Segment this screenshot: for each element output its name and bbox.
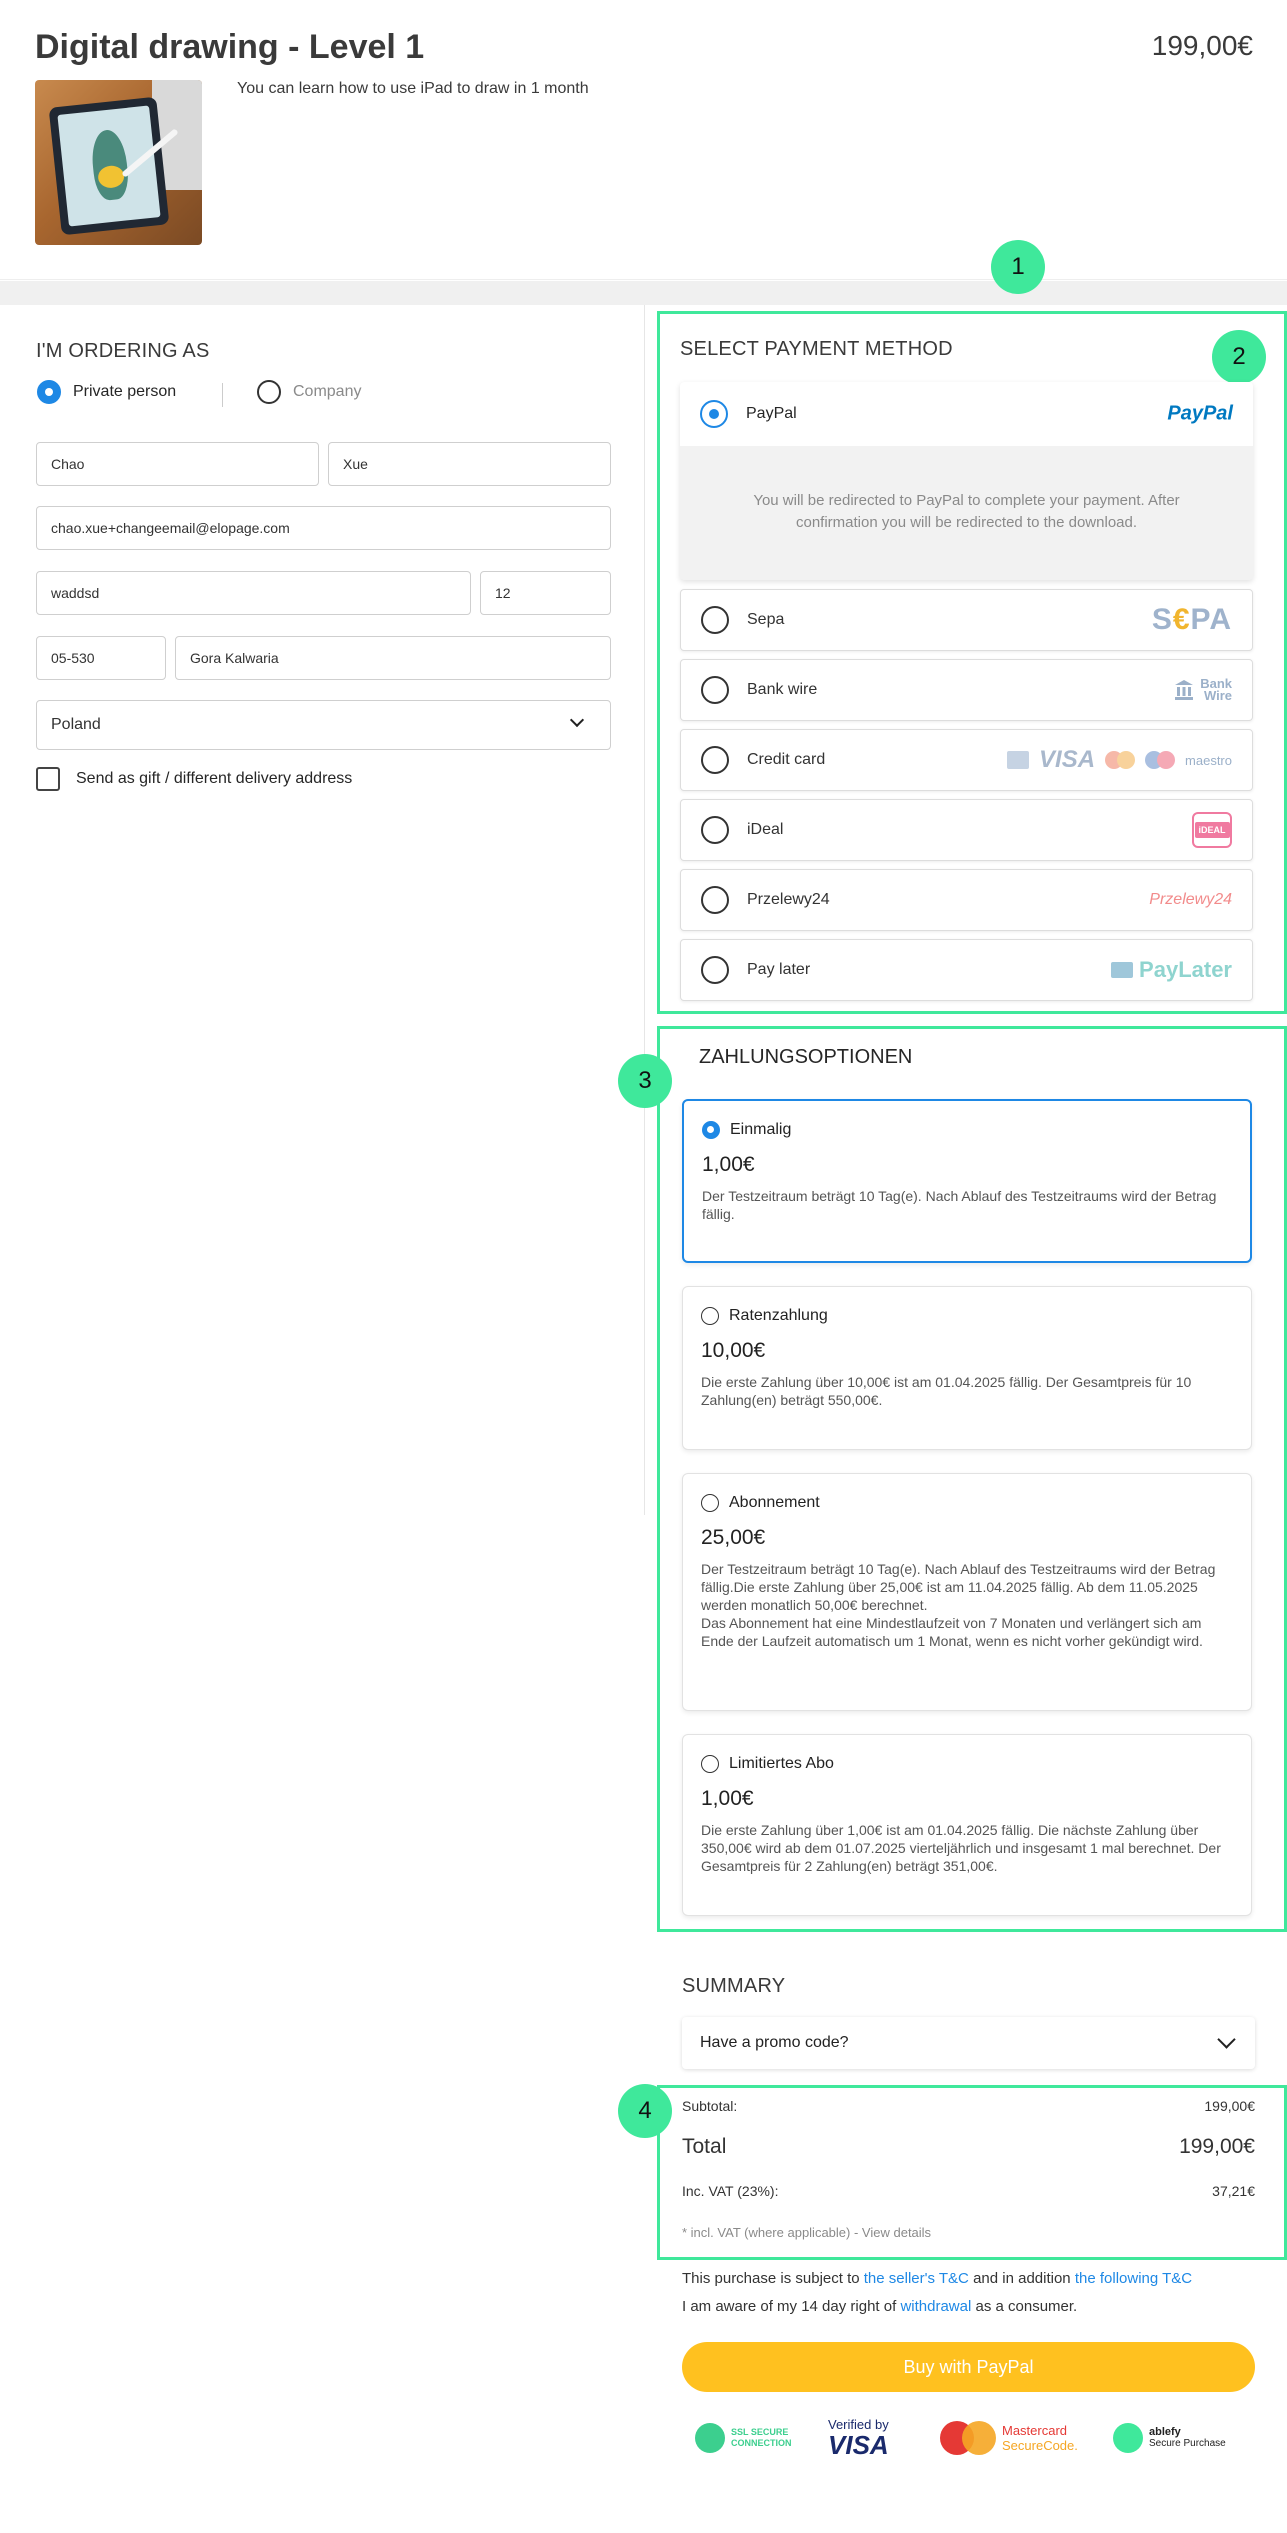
email-field[interactable]: chao.xue+changeemail@elopage.com xyxy=(36,506,611,550)
subtotal-value: 199,00€ xyxy=(1204,2098,1255,2114)
marker-badge-2: 2 xyxy=(1212,330,1266,384)
method-label: iDeal xyxy=(747,821,784,838)
zip-field[interactable]: 05-530 xyxy=(36,636,166,680)
sepa-logo: S€PA xyxy=(1151,603,1232,636)
radio-icon[interactable] xyxy=(701,1755,719,1773)
paypal-logo: PayPal xyxy=(1167,402,1233,425)
option-name: Abonnement xyxy=(729,1494,820,1511)
withdrawal-text: I am aware of my 14 day right of withdrawal as a consumer. xyxy=(682,2298,1078,2315)
bank-wire-logo: Bank Wire xyxy=(1174,678,1232,702)
method-label: Pay later xyxy=(747,961,811,978)
vat-note: * incl. VAT (where applicable) xyxy=(682,2225,851,2240)
radio-icon[interactable] xyxy=(701,606,729,634)
country-select[interactable] xyxy=(36,700,611,750)
method-label: Bank wire xyxy=(747,681,818,698)
ideal-logo: iDEAL xyxy=(1192,812,1232,848)
option-price: 25,00€ xyxy=(701,1526,766,1549)
radio-icon[interactable] xyxy=(701,956,729,984)
mastercard-icon xyxy=(940,2421,996,2455)
ablefy-secure-badge: ablefy Secure Purchase xyxy=(1113,2418,1226,2458)
city-field[interactable]: Gora Kalwaria xyxy=(175,636,611,680)
ssl-badge: SSL SECURE CONNECTION xyxy=(695,2418,792,2458)
radio-selected-icon[interactable] xyxy=(702,1121,720,1139)
payment-method-sepa[interactable] xyxy=(680,589,1253,651)
chevron-down-icon xyxy=(570,713,584,727)
street-field[interactable]: waddsd xyxy=(36,571,471,615)
method-label: Przelewy24 xyxy=(747,891,830,908)
method-label: Sepa xyxy=(747,611,785,628)
pay-later-logo: PayLater xyxy=(1111,957,1232,983)
seller-tc-link[interactable]: the seller's T&C xyxy=(863,2270,969,2287)
product-description: You can learn how to use iPad to draw in 1 month xyxy=(237,80,589,97)
option-price: 10,00€ xyxy=(701,1339,766,1362)
marker-badge-1: 1 xyxy=(991,240,1045,294)
mastercard-icon xyxy=(1105,751,1135,769)
total-label: Total xyxy=(682,2135,727,2158)
lock-icon xyxy=(695,2423,725,2453)
summary-title: SUMMARY xyxy=(682,1975,786,1997)
payment-method-credit-card[interactable] xyxy=(680,729,1253,791)
radio-icon[interactable] xyxy=(701,676,729,704)
option-price: 1,00€ xyxy=(702,1153,755,1176)
gift-checkbox[interactable] xyxy=(36,767,60,791)
przelewy24-logo: Przelewy24 xyxy=(1149,891,1232,908)
divider-band xyxy=(0,281,1287,305)
option-name: Ratenzahlung xyxy=(729,1307,828,1324)
ablefy-icon xyxy=(1113,2423,1143,2453)
paypal-note: You will be redirected to PayPal to complete your payment. After confirmation you will be redirected to the download. xyxy=(753,492,1180,531)
option-text: Der Testzeitraum beträgt 10 Tag(e). Nach Ablauf des Testzeitraums wird der Betrag fällig.Die erste Zahlung über 25,00€ ist am 11.04.2025 fällig. Ab dem 11.05.2025 werden monatlich 50,00€ berechnet. xyxy=(701,1561,1216,1613)
payment-method-title: SELECT PAYMENT METHOD xyxy=(680,338,953,360)
subtotal-label: Subtotal: xyxy=(682,2098,738,2114)
last-name-field[interactable]: Xue xyxy=(328,442,611,486)
verified-by-visa-badge: Verified by VISA xyxy=(828,2417,889,2460)
method-label: Credit card xyxy=(747,751,826,768)
product-image xyxy=(35,80,202,245)
payment-option-einmalig[interactable] xyxy=(682,1099,1252,1263)
gift-label: Send as gift / different delivery address xyxy=(76,770,353,787)
payment-option-ratenzahlung[interactable] xyxy=(682,1286,1252,1450)
withdrawal-link[interactable]: withdrawal xyxy=(900,2298,972,2315)
radio-icon[interactable] xyxy=(701,746,729,774)
amex-icon xyxy=(1007,751,1029,769)
payment-option-abonnement[interactable] xyxy=(682,1473,1252,1711)
private-label: Private person xyxy=(73,383,177,400)
vat-row xyxy=(682,2183,1255,2199)
radio-icon[interactable] xyxy=(701,816,729,844)
option-text-2: Das Abonnement hat eine Mindestlaufzeit von 7 Monaten und verlängert sich am Ende der Laufzeit automatisch um 1 Monat, wenn es nicht vorher gekündigt wird. xyxy=(701,1615,1203,1649)
option-name: Limitiertes Abo xyxy=(729,1755,834,1772)
payment-method-ideal[interactable] xyxy=(680,799,1253,861)
divider xyxy=(222,383,223,407)
maestro-icon xyxy=(1145,751,1175,769)
product-title: Digital drawing - Level 1 xyxy=(35,28,425,66)
paypal-label: PayPal xyxy=(746,405,797,422)
payment-method-przelewy24[interactable] xyxy=(680,869,1253,931)
vat-note-row xyxy=(682,2225,931,2240)
option-text: Die erste Zahlung über 1,00€ ist am 01.04.2025 fällig. Die nächste Zahlung über 350,00€ wird ab dem 01.07.2025 vierteljährlich und insgesamt 1 mal berechnet. Der Gesamtpreis für 2 Zahlung(en) beträgt 351,00€. xyxy=(701,1822,1221,1874)
first-name-field[interactable]: Chao xyxy=(36,442,319,486)
following-tc-link[interactable]: the following T&C xyxy=(1074,2270,1193,2287)
option-text: Der Testzeitraum beträgt 10 Tag(e). Nach Ablauf des Testzeitraums wird der Betrag fällig. xyxy=(702,1188,1217,1222)
customer-type-private[interactable] xyxy=(37,380,176,404)
radio-selected-icon[interactable] xyxy=(37,380,61,404)
credit-card-logos: VISA maestro xyxy=(1007,746,1232,774)
buy-with-paypal-button[interactable]: Buy with PayPal xyxy=(682,2342,1255,2392)
ordering-title: I'M ORDERING AS xyxy=(36,340,210,362)
terms-text: This purchase is subject to the seller's T&C and in addition the following T&C xyxy=(682,2270,1193,2287)
option-text: Die erste Zahlung über 10,00€ ist am 01.04.2025 fällig. Der Gesamtpreis für 10 Zahlung(en) beträgt 550,00€. xyxy=(701,1374,1192,1408)
radio-icon[interactable] xyxy=(701,1307,719,1325)
bank-icon xyxy=(1174,679,1194,701)
street-number-field[interactable]: 12 xyxy=(480,571,611,615)
vat-value: 37,21€ xyxy=(1212,2183,1255,2199)
chevron-down-icon xyxy=(1217,2030,1235,2048)
payment-method-bank-wire[interactable] xyxy=(680,659,1253,721)
gift-option[interactable] xyxy=(36,767,352,791)
product-header xyxy=(0,0,1287,280)
option-price: 1,00€ xyxy=(701,1787,754,1810)
vat-label: Inc. VAT (23%): xyxy=(682,2183,779,2199)
payment-method-pay-later[interactable] xyxy=(680,939,1253,1001)
promo-label: Have a promo code? xyxy=(700,2034,849,2051)
radio-icon[interactable] xyxy=(257,380,281,404)
payment-option-limitiertes-abo[interactable] xyxy=(682,1734,1252,1916)
customer-type-company[interactable] xyxy=(257,380,361,404)
option-name: Einmalig xyxy=(730,1121,792,1138)
country-value: Poland xyxy=(51,716,101,733)
promo-code-toggle[interactable] xyxy=(682,2017,1255,2069)
total-value: 199,00€ xyxy=(1179,2135,1255,2158)
view-details-link[interactable]: - View details xyxy=(853,2225,932,2240)
mastercard-securecode-badge: Mastercard SecureCode. xyxy=(940,2418,1078,2458)
visa-logo: VISA xyxy=(1039,746,1096,773)
company-label: Company xyxy=(293,383,362,400)
radio-icon[interactable] xyxy=(701,886,729,914)
product-price: 199,00€ xyxy=(1151,30,1253,61)
payment-options-title: ZAHLUNGSOPTIONEN xyxy=(699,1046,913,1068)
ordering-form xyxy=(0,305,645,1515)
total-row xyxy=(682,2135,1255,2159)
subtotal-row xyxy=(682,2098,1255,2114)
marker-badge-3: 3 xyxy=(618,1054,672,1108)
marker-badge-4: 4 xyxy=(618,2084,672,2138)
radio-icon[interactable] xyxy=(701,1494,719,1512)
radio-selected-icon[interactable] xyxy=(700,400,728,428)
payment-method-paypal[interactable] xyxy=(680,382,1253,580)
